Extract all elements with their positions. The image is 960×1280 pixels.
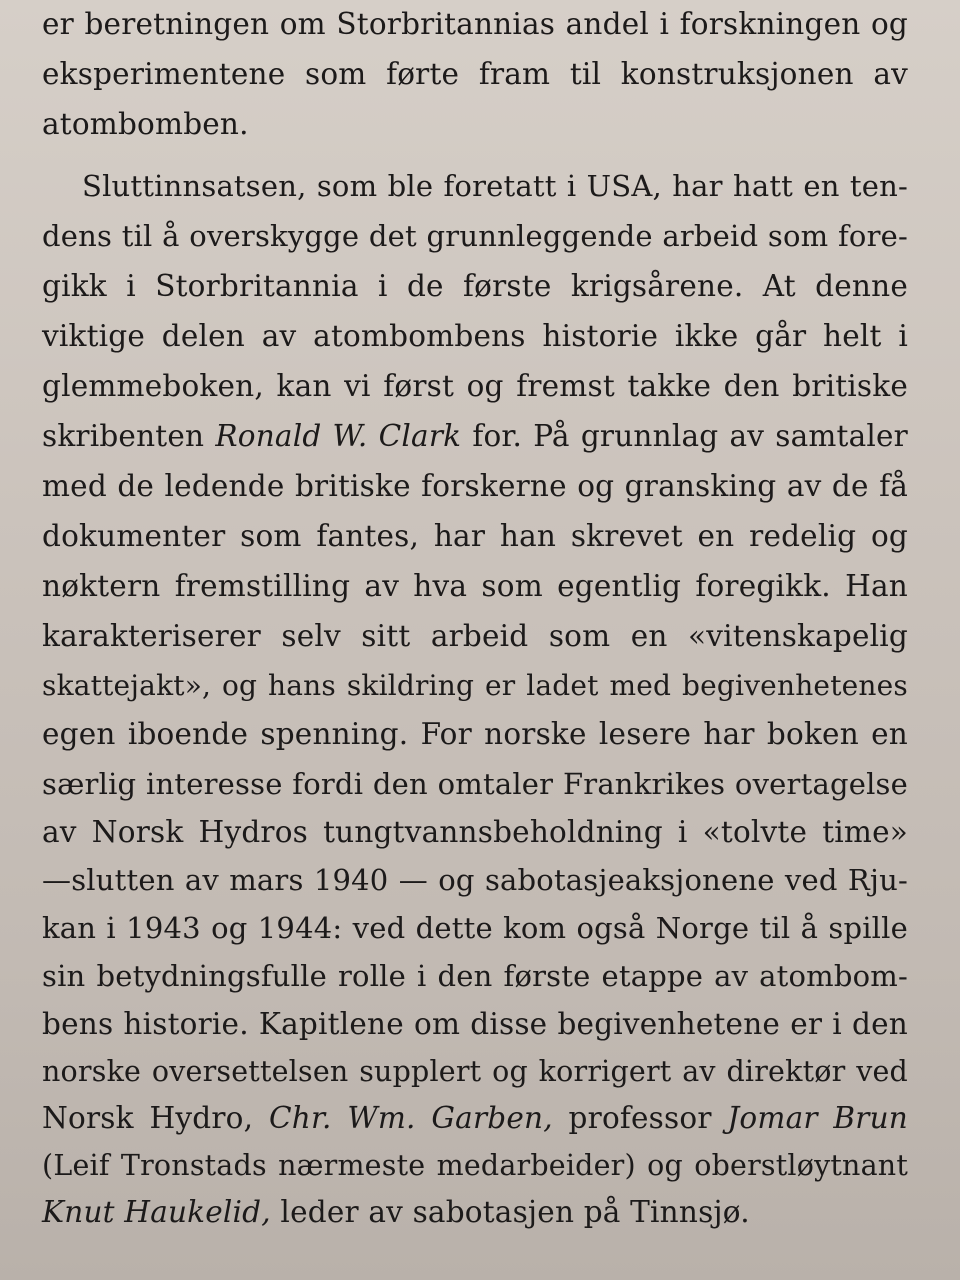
text-line (42, 1194, 908, 1230)
text-line: skattejakt», og hans skildring er ladet med begivenhetenes (42, 669, 908, 702)
text-line: kan i 1943 og 1944: ved dette kom også Norge til å spille (42, 911, 908, 945)
text-line: eksperimentene som førte fram til konstruksjonen av (42, 57, 908, 91)
text-line: gikk i Storbritannia i de første krigsårene. At denne (42, 269, 908, 303)
text-line: er beretningen om Storbritannias andel i forskningen og (42, 7, 908, 41)
text-span: professor (552, 1101, 728, 1135)
person-name: Knut Haukelid, (42, 1195, 271, 1229)
text-span: for. På grunnlag av samtaler (461, 419, 908, 453)
text-span: leder av sabotasjen på Tinnsjø. (270, 1195, 750, 1229)
text-line: viktige delen av atombombens historie ikke går helt i (42, 319, 908, 353)
text-line: bens historie. Kapitlene om disse begivenhetene er i den (42, 1007, 908, 1041)
text-line: norske oversettelsen supplert og korrigert av direktør ved (42, 1055, 908, 1088)
text-line (42, 1100, 908, 1136)
text-line: av Norsk Hydros tungtvannsbeholdning i «tolvte time» (42, 815, 908, 849)
person-name: Jomar Brun (727, 1101, 909, 1135)
text-line: med de ledende britiske forskerne og gransking av de få (42, 469, 908, 503)
paragraph-first-line: Sluttinnsatsen, som ble foretatt i USA, har hatt en ten- (82, 169, 908, 203)
text-line: glemmeboken, kan vi først og fremst takke den britiske (42, 369, 908, 403)
text-line: atombomben. (42, 107, 249, 141)
text-line: sin betydningsfulle rolle i den første etappe av atombom- (42, 959, 908, 993)
text-span: Norsk Hydro, (42, 1101, 269, 1135)
author-name: Ronald W. Clark (215, 419, 462, 453)
text-line: særlig interesse fordi den omtaler Frankrikes overtagelse (42, 767, 908, 801)
text-line: nøktern fremstilling av hva som egentlig foregikk. Han (42, 569, 908, 603)
text-line: dokumenter som fantes, har han skrevet en redelig og (42, 519, 908, 553)
text-line: dens til å overskygge det grunnleggende arbeid som fore- (42, 219, 908, 253)
person-name: Chr. Wm. Garben, (268, 1101, 553, 1135)
text-span: skribenten (42, 419, 216, 453)
text-line (42, 418, 908, 454)
text-line: egen iboende spenning. For norske lesere har boken en (42, 717, 908, 751)
text-line: (Leif Tronstads nærmeste medarbeider) og oberstløytnant (42, 1149, 908, 1182)
text-line: karakteriserer selv sitt arbeid som en «vitenskapelig (42, 619, 908, 653)
text-line: —slutten av mars 1940 — og sabotasjeaksjonene ved Rju- (42, 863, 908, 897)
